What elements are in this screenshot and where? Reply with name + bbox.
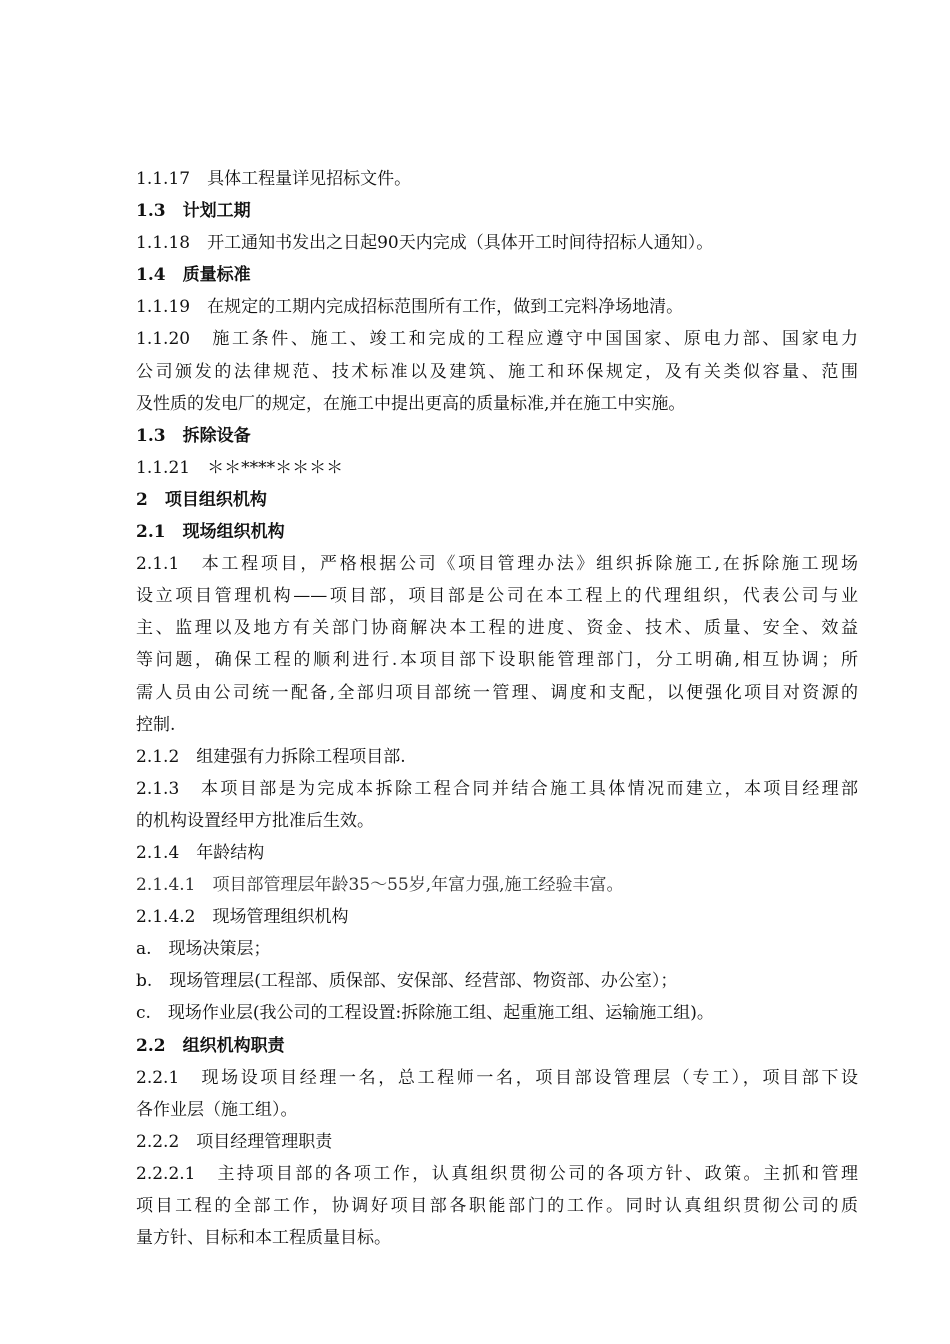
text-line: 1.1.19 在规定的工期内完成招标范围所有工作，做到工完料净场地清。	[136, 297, 684, 318]
section-heading: 1.3 拆除设备	[136, 425, 251, 446]
text-line: 设立项目管理机构——项目部，项目部是公司在本工程上的代理组织，代表公司与业	[136, 586, 858, 607]
text-line: 1.1.18 开工通知书发出之日起90天内完成（具体开工时间待招标人通知）。	[136, 233, 714, 254]
text-line: b. 现场管理层(工程部、质保部、安保部、经营部、物资部、办公室）；	[136, 971, 678, 992]
text-line: 1.1.21 ＊＊****＊＊＊＊	[136, 457, 344, 478]
section-heading: 1.3 计划工期	[136, 201, 251, 222]
text-line: 需人员由公司统一配备,全部归项目部统一管理、调度和支配，以便强化项目对资源的	[136, 682, 858, 703]
text-line: 等问题，确保工程的顺利进行.本项目部下设职能管理部门，分工明确,相互协调；所	[136, 650, 858, 671]
text-line: 2.1.2 组建强有力拆除工程项目部.	[136, 746, 406, 767]
text-line: 2.1.1 本工程项目，严格根据公司《项目管理办法》组织拆除施工,在拆除施工现场	[136, 554, 858, 575]
text-line: 及性质的发电厂的规定，在施工中提出更高的质量标准,并在施工中实施。	[136, 393, 686, 414]
document-body	[136, 163, 858, 1254]
text-line: 各作业层（施工组）。	[136, 1099, 298, 1120]
text-line: 2.1.4.2 现场管理组织机构	[136, 907, 349, 928]
text-line: 1.1.17 具体工程量详见招标文件。	[136, 169, 412, 189]
section-heading: 1.4 质量标准	[136, 265, 251, 286]
text-line: 主、监理以及地方有关部门协商解决本工程的进度、资金、技术、质量、安全、效益	[136, 618, 858, 639]
text-line: 2.2.2.1 主持项目部的各项工作，认真组织贯彻公司的各项方针、政策。主抓和管理	[136, 1163, 858, 1184]
text-line: 2.2.1 现场设项目经理一名，总工程师一名，项目部设管理层（专工），项目部下设	[136, 1067, 858, 1088]
section-heading: 2.1 现场组织机构	[136, 522, 285, 543]
section-heading: 2.2 组织机构职责	[136, 1035, 285, 1056]
text-line: 的机构设置经甲方批准后生效。	[136, 810, 374, 831]
text-line: 2.1.3 本项目部是为完成本拆除工程合同并结合施工具体情况而建立，本项目经理部	[136, 778, 858, 799]
section-heading: 2 项目组织机构	[136, 489, 267, 510]
text-line: 2.1.4.1 项目部管理层年龄35～55岁,年富力强,施工经验丰富。	[136, 875, 624, 896]
text-line: 项目工程的全部工作，协调好项目部各职能部门的工作。同时认真组织贯彻公司的质	[136, 1196, 858, 1216]
text-line: 公司颁发的法律规范、技术标准以及建筑、施工和环保规定，及有关类似容量、范围	[136, 361, 858, 382]
text-line: 2.1.4 年龄结构	[136, 842, 265, 863]
text-line: 2.2.2 项目经理管理职责	[136, 1131, 333, 1152]
text-line: 控制.	[136, 714, 176, 735]
text-line: 1.1.20 施工条件、施工、竣工和完成的工程应遵守中国国家、原电力部、国家电力	[136, 329, 858, 350]
text-line: c. 现场作业层(我公司的工程设置:拆除施工组、起重施工组、运输施工组)。	[136, 1003, 714, 1024]
text-line: a. 现场决策层；	[136, 939, 271, 960]
text-line: 量方针、目标和本工程质量目标。	[136, 1228, 391, 1249]
